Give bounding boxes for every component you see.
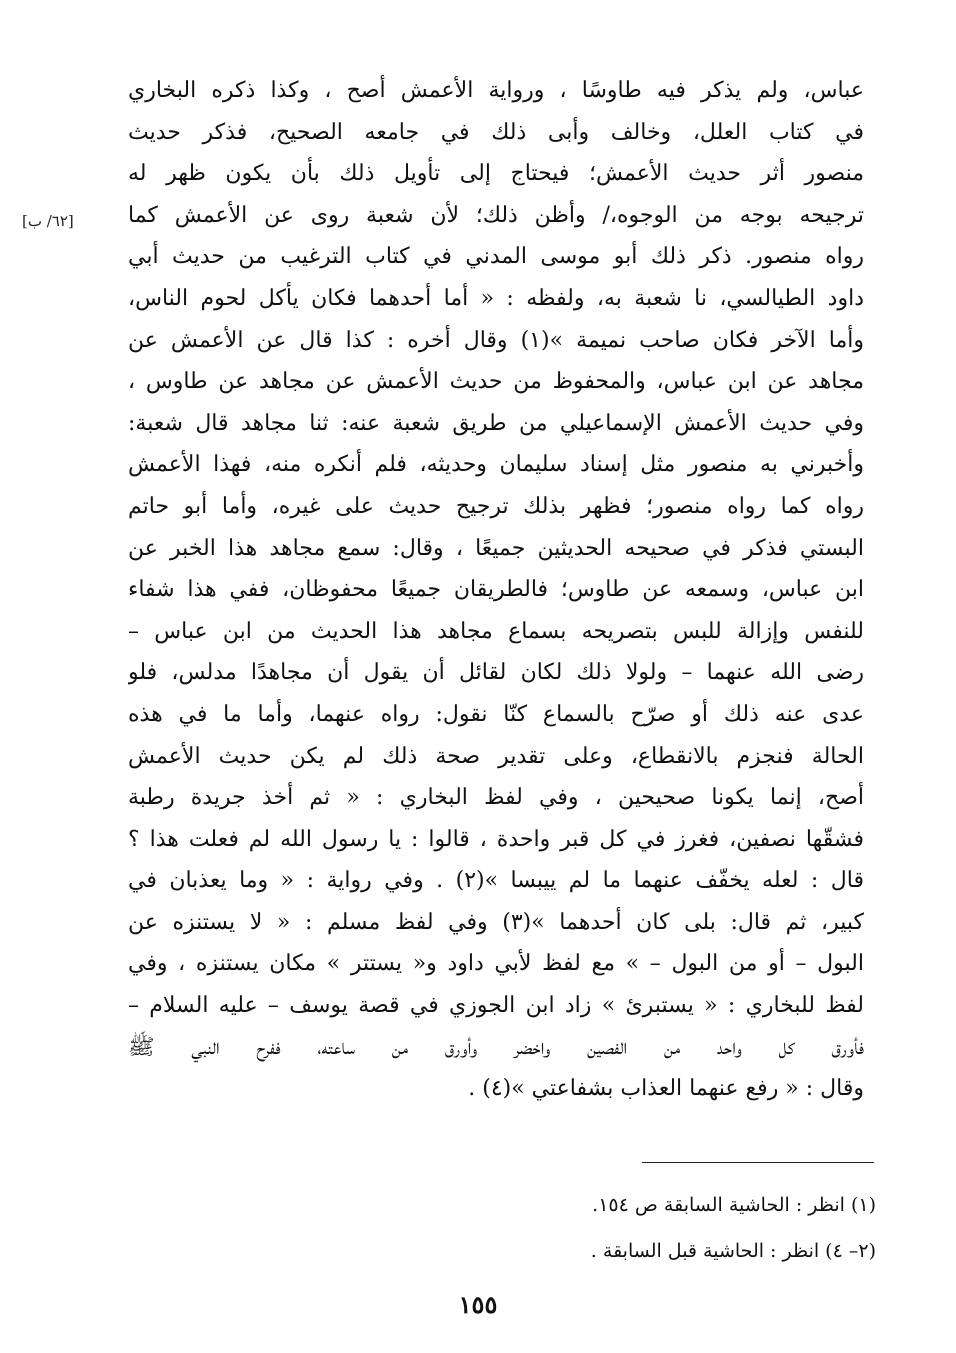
main-text bbox=[128, 70, 864, 1110]
text-line: وأخبرني به منصور مثل إسناد سليمان وحديثه، فلم أنكره منه، فهذا الأعمش bbox=[128, 452, 864, 478]
text-line: وقال : « رفع عنهما العذاب بشفاعتي »(٤) . bbox=[468, 1076, 864, 1102]
text-line: ترجيحه بوجه من الوجوه،/ وأظن ذلك؛ لأن شعبة روى عن الأعمش كما bbox=[128, 202, 864, 228]
page-number: ١٥٥ bbox=[458, 1290, 498, 1319]
text-line: قال : لعله يخفّف عنهما ما لم ييبسا »(٢) . وفي رواية : « وما يعذبان في bbox=[128, 868, 864, 894]
text-line: الحالة فنجزم بالانقطاع، وعلى تقدير صحة ذلك لم يكن حديث الأعمش bbox=[128, 743, 864, 769]
text-line: فأورق كل واحد من الفصين واخضر وأورق من ساعته، ففرح النبي ﷺ bbox=[128, 1034, 864, 1060]
text-line: البول – أو من البول – » مع لفظ لأبي داود و« يستتر » مكان يستنزه ، وفي bbox=[128, 951, 864, 977]
text-line: مجاهد عن ابن عباس، والمحفوظ من حديث الأعمش عن مجاهد عن طاوس ، bbox=[128, 369, 864, 395]
text-line: رواه كما رواه منصور؛ فظهر بذلك ترجيح حديث على غيره، وأما أبو حاتم bbox=[128, 493, 864, 519]
text-line: كبير، ثم قال: بلى كان أحدهما »(٣) وفي لفظ مسلم : « لا يستنزه عن bbox=[128, 909, 864, 935]
text-line: وأما الآخر فكان صاحب نميمة »(١) وقال أخره : كذا قال عن الأعمش عن bbox=[128, 327, 864, 353]
text-line: ابن عباس، وسمعه عن طاوس؛ فالطريقان جميعًا محفوظان، ففي هذا شفاء bbox=[128, 577, 864, 603]
footnote: (٢– ٤) انظر : الحاشية قبل السابقة . bbox=[590, 1240, 876, 1262]
margin-folio-note: [٦٢/ ب] bbox=[22, 212, 74, 230]
text-line: في كتاب العلل، وخالف وأبى ذلك في جامعه الصحيح، فذكر حديث bbox=[128, 119, 864, 145]
text-line: داود الطيالسي، نا شعبة به، ولفظه : « أما أحدهما فكان يأكل لحوم الناس، bbox=[128, 285, 864, 311]
footnote-separator bbox=[642, 1162, 874, 1163]
text-line: للنفس وإزالة للبس بتصريحه بسماع مجاهد هذا الحديث من ابن عباس – bbox=[128, 618, 864, 644]
footnotes bbox=[128, 1182, 876, 1274]
text-line: وفي حديث الأعمش الإسماعيلي من طريق شعبة عنه: ثنا مجاهد قال شعبة: bbox=[128, 410, 864, 436]
text-line: البستي فذكر في صحيحه الحديثين جميعًا ، وقال: سمع مجاهد هذا الخبر عن bbox=[128, 535, 864, 561]
text-line: رواه منصور. ذكر ذلك أبو موسى المدني في كتاب الترغيب من حديث أبي bbox=[128, 244, 864, 270]
footnote: (١) انظر : الحاشية السابقة ص ١٥٤. bbox=[592, 1194, 876, 1216]
text-line: عباس، ولم يذكر فيه طاوسًا ، ورواية الأعمش أصح ، وكذا ذكره البخاري bbox=[128, 78, 864, 103]
text-line: منصور أثر حديث الأعمش؛ فيحتاج إلى تأويل ذلك بأن يكون ظهر له bbox=[128, 161, 864, 187]
text-line: عدى عنه ذلك أو صرّح بالسماع كنّا نقول: رواه عنهما، وأما ما في هذه bbox=[128, 701, 864, 727]
text-line: أصح، إنما يكونا صحيحين ، وفي لفظ البخاري : « ثم أخذ جريدة رطبة bbox=[128, 785, 864, 811]
text-line: فشقّها نصفين، فغرز في كل قبر واحدة ، قالوا : يا رسول الله لم فعلت هذا ؟ bbox=[128, 826, 864, 852]
text-line: لفظ للبخاري : « يستبرئ » زاد ابن الجوزي في قصة يوسف – عليه السلام – bbox=[128, 993, 864, 1019]
text-line: رضى الله عنهما – ولولا ذلك لكان لقائل أن يقول أن مجاهدًا مدلس، فلو bbox=[128, 660, 864, 686]
